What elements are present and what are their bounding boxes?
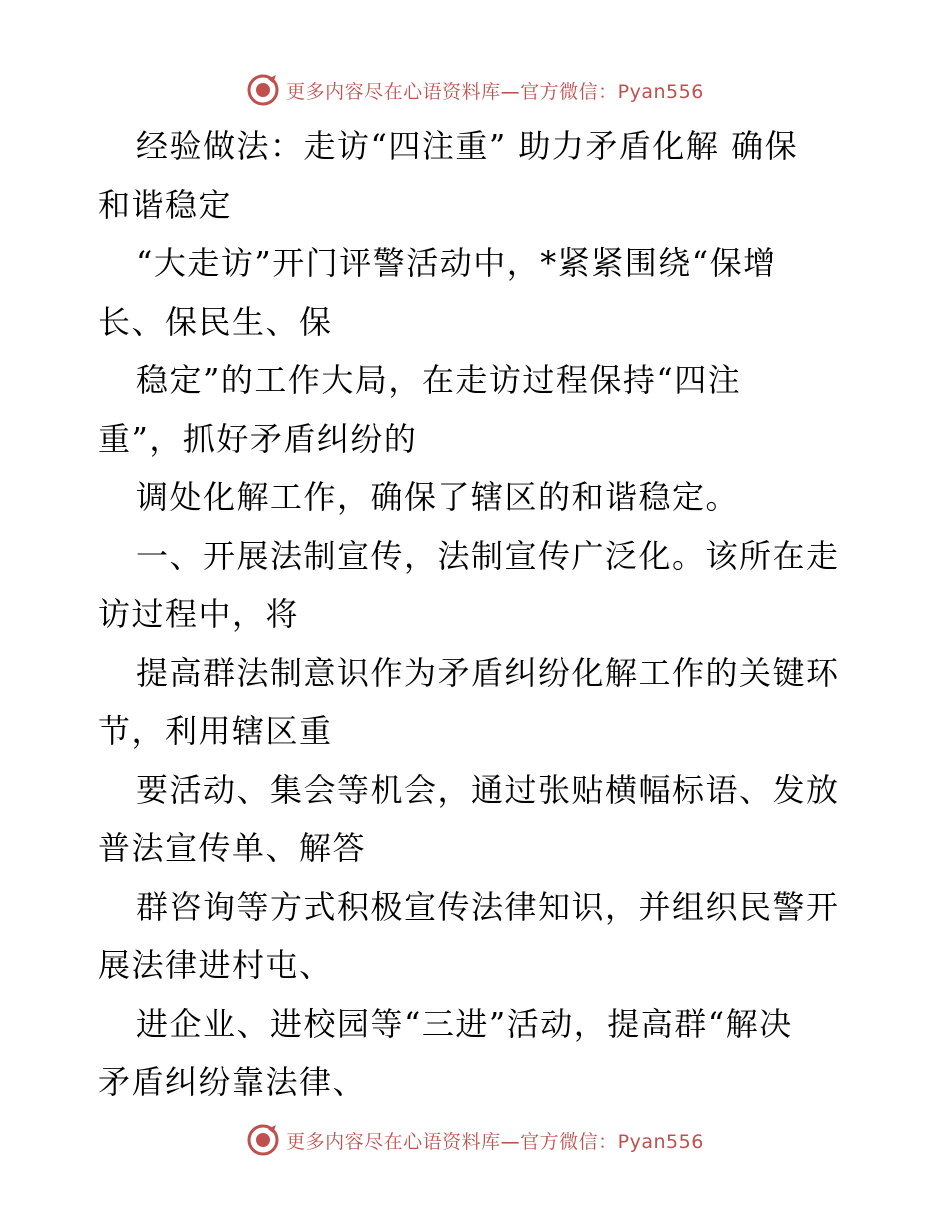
body-line: 经验做法：走访“四注重” 助力矛盾化解 确保 bbox=[136, 127, 799, 165]
body-line: 和谐稳定 bbox=[98, 185, 233, 224]
body-line: 一、开展法制宣传，法制宣传广泛化。该所在走 bbox=[136, 536, 840, 575]
body-line: 要活动、集会等机会，通过张贴横幅标语、发放 bbox=[136, 770, 840, 809]
banner-text bbox=[286, 1127, 704, 1154]
body-line: 调处化解工作，确保了辖区的和谐稳定。 bbox=[136, 478, 740, 516]
banner-text bbox=[286, 77, 704, 104]
body-line: 长、保民生、保 bbox=[98, 302, 333, 341]
body-line: 进企业、进校园等“三进”活动，提高群“解决 bbox=[136, 1004, 793, 1043]
banner-separator: — bbox=[500, 80, 521, 103]
body-line: “大走访”开门评警活动中，*紧紧围绕“保增 bbox=[136, 244, 777, 282]
body-line: 群咨询等方式积极宣传法律知识，并组织民警开 bbox=[136, 887, 840, 926]
header-banner bbox=[0, 70, 950, 110]
banner-contact: 官方微信：Pyan556 bbox=[520, 80, 704, 103]
body-line: 矛盾纠纷靠法律、 bbox=[98, 1063, 367, 1101]
body-line: 重”，抓好矛盾纠纷的 bbox=[98, 419, 418, 458]
banner-contact: 官方微信：Pyan556 bbox=[520, 1130, 704, 1153]
body-line: 节，利用辖区重 bbox=[98, 712, 333, 750]
body-line: 提高群法制意识作为矛盾纠纷化解工作的关键环 bbox=[136, 653, 840, 692]
banner-brand: 更多内容尽在心语资料库 bbox=[286, 80, 501, 103]
banner-separator: — bbox=[500, 1130, 521, 1153]
banner-brand: 更多内容尽在心语资料库 bbox=[286, 1130, 501, 1153]
body-line: 访过程中，将 bbox=[98, 595, 300, 633]
body-line: 普法宣传单、解答 bbox=[98, 829, 367, 867]
footer-banner bbox=[0, 1120, 950, 1160]
body-line: 展法律进村屯、 bbox=[98, 946, 333, 984]
red-circle-logo-icon bbox=[246, 1123, 280, 1157]
red-circle-logo-icon bbox=[246, 73, 280, 107]
document-body bbox=[98, 117, 858, 1112]
body-line: 稳定”的工作大局，在走访过程保持“四注 bbox=[136, 361, 742, 399]
